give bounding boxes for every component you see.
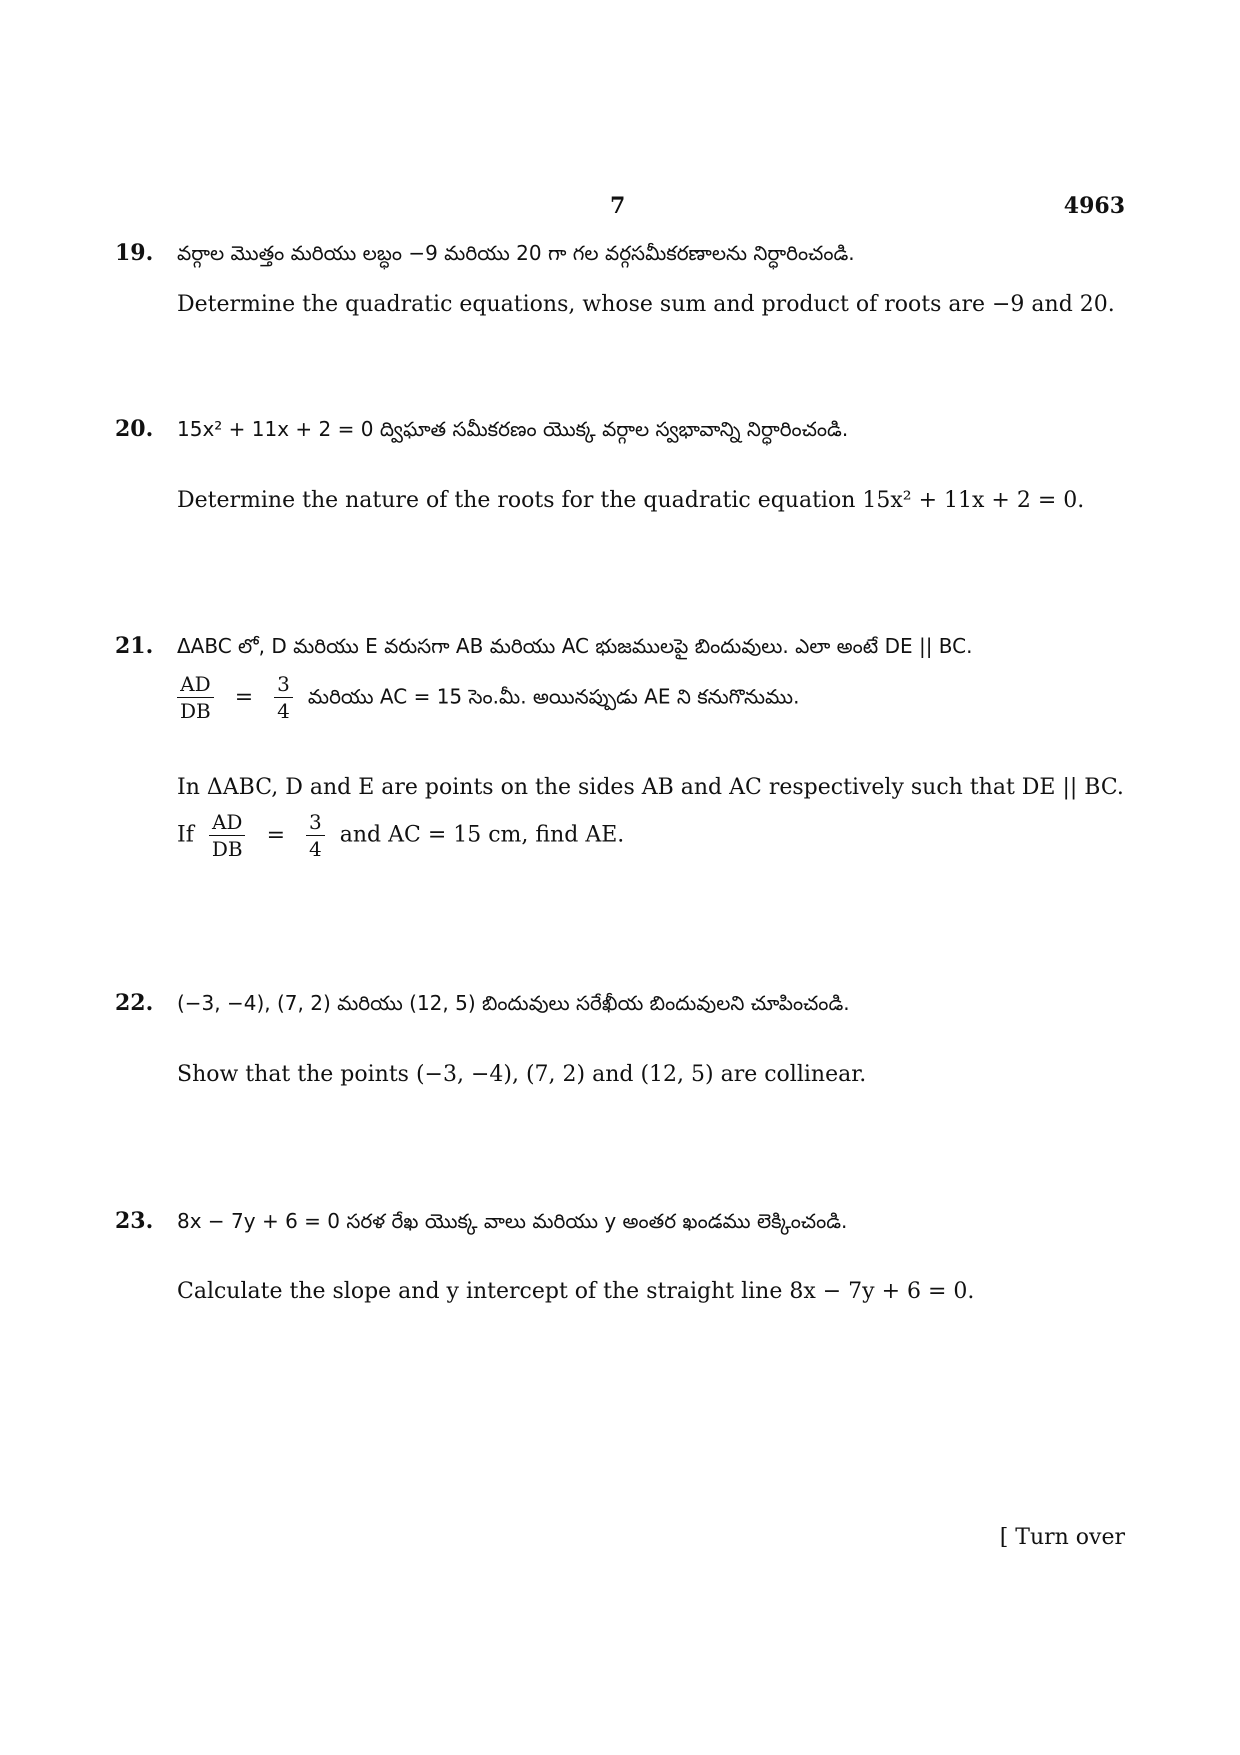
fraction-3-4: $\frac{3}{4}$	[274, 671, 293, 724]
ratio-line-english: If $\frac{AD}{DB}$ = $\frac{3}{4}$ and AC = 15 cm, find AE.	[177, 810, 625, 861]
question-text-english: Calculate the slope and y intercept of the straight line 8x − 7y + 6 = 0.	[177, 1279, 975, 1304]
page-number: 7	[610, 193, 626, 219]
question-number: 21.	[115, 633, 154, 659]
question-text-english: Determine the quadratic equations, whose sum and product of roots are −9 and 20.	[177, 292, 1115, 317]
question-text-telugu-line2: మరియు AC = 15 సెం.మీ. అయినప్పుడు AE ని కనుగొనుము.	[307, 684, 800, 709]
question-number: 23.	[115, 1208, 154, 1234]
fraction-ad-db: $\frac{AD}{DB}$	[177, 671, 214, 724]
question-text-telugu: 8x − 7y + 6 = 0 సరళ రేఖ యొక్క వాలు మరియు y అంతర ఖండము లెక్కించండి.	[177, 1209, 848, 1233]
question-number: 20.	[115, 416, 154, 442]
turn-over-note: [ Turn over	[999, 1525, 1125, 1550]
question-text-english: Determine the nature of the roots for the quadratic equation 15x² + 11x + 2 = 0.	[177, 488, 1085, 513]
question-text-telugu: వర్గాల మొత్తం మరియు లబ్ధం −9 మరియు 20 గా గల వర్గసమీకరణాలను నిర్ధారించండి.	[177, 241, 855, 265]
question-number: 22.	[115, 990, 154, 1016]
ratio-line-telugu: $\frac{AD}{DB}$ = $\frac{3}{4}$ మరియు AC = 15 సెం.మీ. అయినప్పుడు AE ని కనుగొనుము.	[177, 671, 799, 724]
fraction-3-4: $\frac{3}{4}$	[306, 809, 325, 862]
fraction-ad-db: $\frac{AD}{DB}$	[209, 809, 246, 862]
question-text-english-line2: and AC = 15 cm, find AE.	[339, 822, 625, 848]
question-text-telugu: (−3, −4), (7, 2) మరియు (12, 5) బిందువులు సరేఖీయ బిందువులని చూపించండి.	[177, 991, 850, 1015]
question-text-english: Show that the points (−3, −4), (7, 2) and (12, 5) are collinear.	[177, 1062, 867, 1087]
question-text-telugu-line1: ΔABC లో, D మరియు E వరుసగా AB మరియు AC భుజములపై బిందువులు. ఎలా అంటే DE || BC.	[177, 634, 973, 658]
question-number: 19.	[115, 240, 154, 266]
paper-code: 4963	[1063, 193, 1125, 219]
question-text-telugu: 15x² + 11x + 2 = 0 ద్విఘాత సమీకరణం యొక్క వర్గాల స్వభావాన్ని నిర్ధారించండి.	[177, 417, 849, 441]
question-text-english-line1: In ΔABC, D and E are points on the sides AB and AC respectively such that DE || BC.	[177, 775, 1124, 800]
